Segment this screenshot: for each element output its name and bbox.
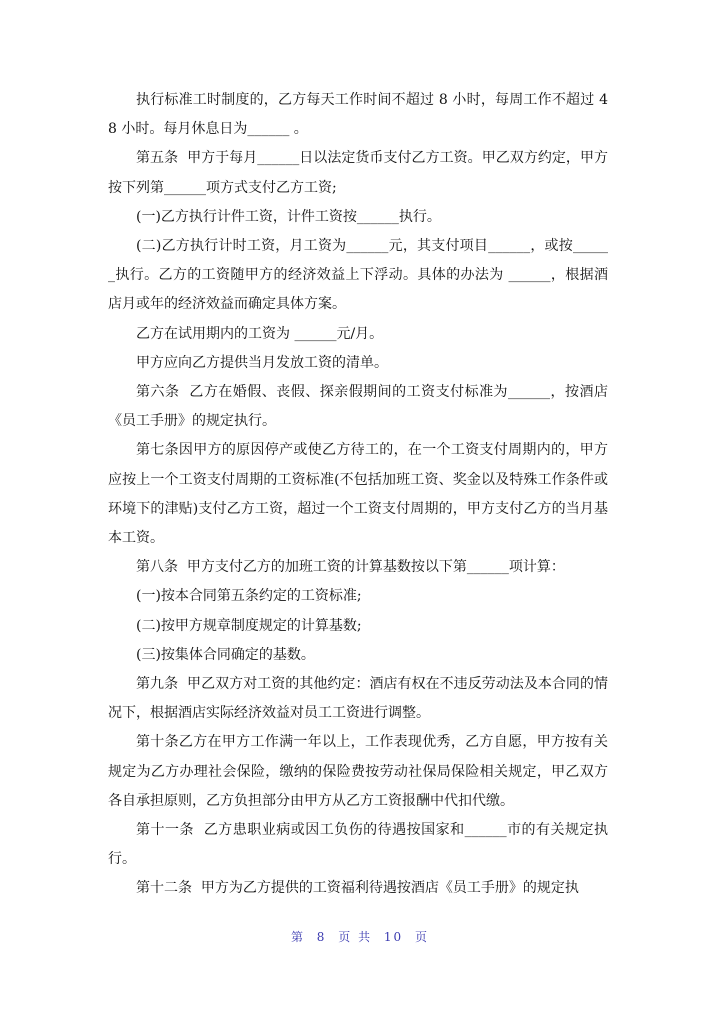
paragraph: (二)按甲方规章制度规定的计算基数;: [136, 617, 362, 634]
footer-suffix: 页: [415, 930, 430, 944]
footer-current-page: 8: [316, 930, 327, 944]
paragraph: 乙方在试用期内的工资为 ______元/月。: [136, 325, 384, 342]
paragraph: (一)乙方执行计件工资，计件工资按______执行。: [136, 208, 441, 225]
document-body: [108, 86, 608, 904]
paragraph: 第十一条 乙方患职业病或因工负伤的待遇按国家和______市的有关规定执行。: [108, 822, 608, 868]
paragraph: 第九条 甲乙双方对工资的其他约定：酒店有权在不违反劳动法及本合同的情况下，根据酒店实际经济效益对员工工资进行调整。: [108, 676, 608, 722]
paragraph: 执行标准工时制度的，乙方每天工作时间不超过 8 小时，每周工作不超过 48 小时。每月休息日为______ 。: [108, 92, 608, 138]
footer-prefix: 第: [290, 930, 305, 944]
paragraph: 第十二条 甲方为乙方提供的工资福利待遇按酒店《员工手册》的规定执: [136, 880, 579, 897]
page-footer: [0, 928, 720, 945]
paragraph: (二)乙方执行计时工资，月工资为______元，其支付项目______，或按______执行。乙方的工资随甲方的经济效益上下浮动。具体的办法为 ______，根据酒店月或年的经济效益而确定具体方案。: [108, 238, 608, 313]
footer-middle: 页 共: [338, 930, 373, 944]
paragraph: 第十条乙方在甲方工作满一年以上，工作表现优秀，乙方自愿，甲方按有关规定为乙方办理社会保险，缴纳的保险费按劳动社保局保险相关规定，甲乙双方各自承担原则，乙方负担部分由甲方从乙方工资报酬中代扣代缴。: [108, 734, 608, 809]
paragraph: 甲方应向乙方提供当月发放工资的清单。: [136, 354, 388, 371]
footer-total-pages: 10: [383, 930, 404, 944]
paragraph: 第六条 乙方在婚假、丧假、探亲假期间的工资支付标准为______，按酒店《员工手册》的规定执行。: [108, 384, 608, 430]
paragraph: 第七条因甲方的原因停产或使乙方待工的，在一个工资支付周期内的，甲方应按上一个工资支付周期的工资标准(不包括加班工资、奖金以及特殊工作条件或环境下的津贴)支付乙方工资，超过一个工资支付周期的，甲方支付乙方的当月基本工资。: [108, 442, 608, 547]
paragraph: 第五条 甲方于每月______日以法定货币支付乙方工资。甲乙双方约定，甲方按下列第______项方式支付乙方工资;: [108, 150, 608, 196]
paragraph: (一)按本合同第五条约定的工资标准;: [136, 588, 362, 605]
paragraph: (三)按集体合同确定的基数。: [136, 646, 315, 663]
paragraph: 第八条 甲方支付乙方的加班工资的计算基数按以下第______项计算：: [136, 559, 565, 576]
